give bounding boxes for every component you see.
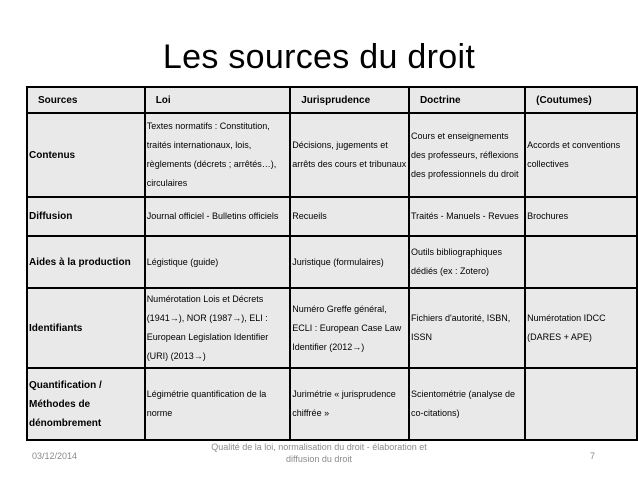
header-cell: Sources	[27, 87, 145, 113]
table-cell: Cours et enseignements des professeurs, réflexions des professionnels du droit	[409, 113, 525, 197]
table-row	[27, 368, 637, 440]
table-cell: Juristique (formulaires)	[290, 236, 409, 288]
header-cell: Loi	[145, 87, 291, 113]
footer-date: 03/12/2014	[32, 451, 78, 461]
table-cell: Numérotation Lois et Décrets (1941→), NOR (1987→), ELI : European Legislation Identifier (URI) (2013→)	[145, 288, 291, 368]
table-cell	[525, 368, 637, 440]
row-header: Contenus	[27, 113, 145, 197]
table-cell: Fichiers d'autorité, ISBN, ISSN	[409, 288, 525, 368]
footer-title: Qualité de la loi, normalisation du droit - élaboration et diffusion du droit	[211, 442, 427, 464]
sources-table	[26, 86, 638, 441]
table-cell: Décisions, jugements et arrêts des cours et tribunaux	[290, 113, 409, 197]
table-cell: Textes normatifs : Constitution, traités internationaux, lois, règlements (décrets ; arrêtés…), circulaires	[145, 113, 291, 197]
table-cell: Recueils	[290, 197, 409, 236]
table-row	[27, 236, 637, 288]
table-cell: Traités - Manuels - Revues	[409, 197, 525, 236]
table-cell: Accords et conventions collectives	[525, 113, 637, 197]
table-cell: Brochures	[525, 197, 637, 236]
row-header: Identifiants	[27, 288, 145, 368]
table-cell: Journal officiel - Bulletins officiels	[145, 197, 291, 236]
table-cell: Numéro Greffe général, ECLI : European Case Law Identifier (2012→)	[290, 288, 409, 368]
row-header: Quantification / Méthodes de dénombrement	[27, 368, 145, 440]
header-cell: Jurisprudence	[290, 87, 409, 113]
header-cell: (Coutumes)	[525, 87, 637, 113]
table-cell: Légimétrie quantification de la norme	[145, 368, 291, 440]
page-number: 7	[590, 451, 596, 461]
table-row	[27, 288, 637, 368]
table-row	[27, 113, 637, 197]
table-cell: Scientométrie (analyse de co-citations)	[409, 368, 525, 440]
header-cell: Doctrine	[409, 87, 525, 113]
row-header: Diffusion	[27, 197, 145, 236]
table-cell: Jurimétrie « jurisprudence chiffrée »	[290, 368, 409, 440]
table-cell: Outils bibliographiques dédiés (ex : Zotero)	[409, 236, 525, 288]
header-row	[27, 87, 637, 113]
table-row	[27, 197, 637, 236]
table-cell: Numérotation IDCC (DARES + APE)	[525, 288, 637, 368]
row-header: Aides à la production	[27, 236, 145, 288]
table-cell	[525, 236, 637, 288]
table-cell: Légistique (guide)	[145, 236, 291, 288]
slide-title: Les sources du droit	[162, 38, 476, 76]
